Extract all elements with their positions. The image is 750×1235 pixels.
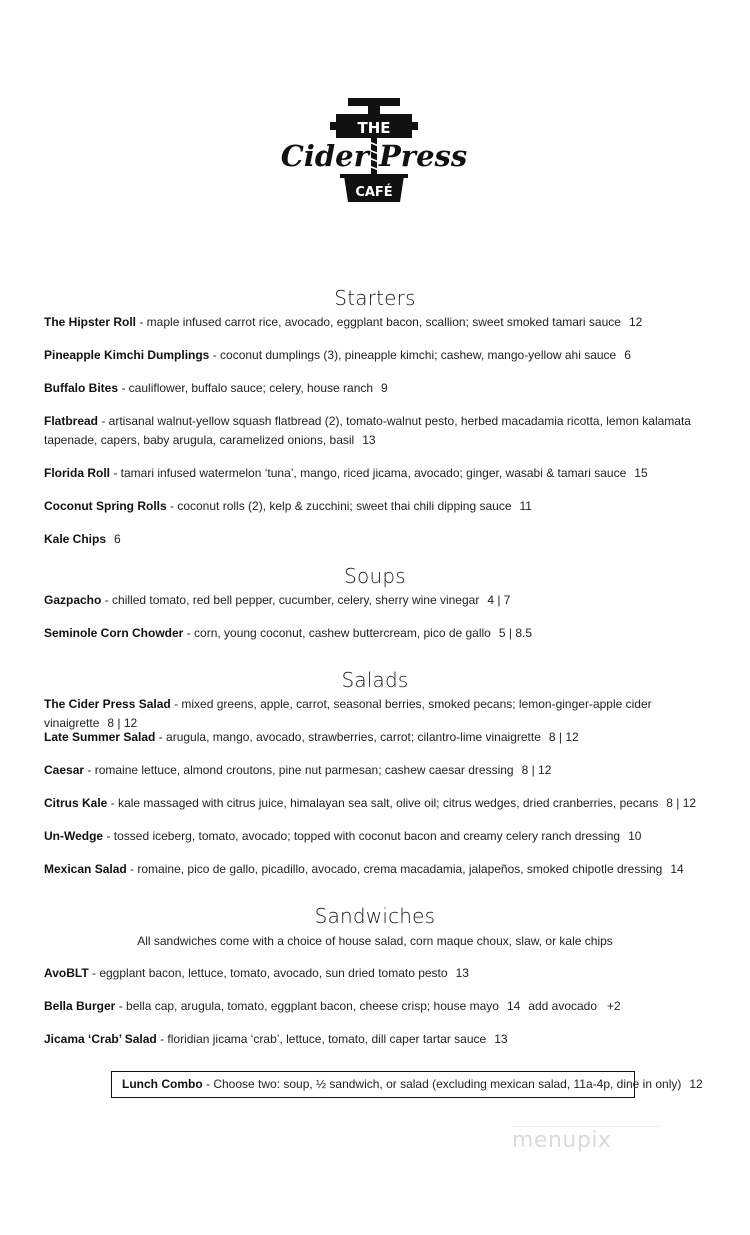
- item-price: 12: [628, 315, 643, 329]
- menu-item: [44, 997, 716, 1016]
- item-price: 14: [670, 862, 684, 876]
- item-desc: - cauliflower, buffalo sauce; celery, house ranch: [118, 381, 374, 395]
- svg-text:THE: THE: [357, 119, 391, 137]
- item-name: Pineapple Kimchi Dumplings: [44, 348, 210, 362]
- item-price: 8 | 12: [666, 796, 697, 810]
- item-name: Mexican Salad: [44, 862, 127, 876]
- item-price: 8 | 12: [521, 763, 552, 777]
- item-desc: - kale massaged with citrus juice, himalayan sea salt, olive oil; citrus wedges, dried cranberries, pecans: [107, 796, 659, 810]
- item-desc: - eggplant bacon, lettuce, tomato, avocado, sun dried tomato pesto: [88, 966, 448, 980]
- menu-item: [44, 591, 716, 610]
- item-price: 11: [519, 499, 532, 513]
- item-name: Florida Roll: [44, 466, 110, 480]
- item-name: Citrus Kale: [44, 796, 108, 810]
- cider-press-logo: [278, 96, 470, 204]
- menu-item: [44, 530, 716, 549]
- item-price: 6: [114, 532, 121, 546]
- item-name: AvoBLT: [44, 966, 89, 980]
- item-desc: - artisanal walnut-yellow squash flatbread (2), tomato-walnut pesto, herbed macadamia ricotta, lemon kalamata tapenade, capers, baby arugula, caramelized onions, basil: [44, 414, 691, 447]
- combo-desc: - Choose two: soup, ½ sandwich, or salad (excluding mexican salad, 11a-4p, dine in only): [202, 1077, 682, 1091]
- item-name: Kale Chips: [44, 532, 107, 546]
- sandwich-note: All sandwiches come with a choice of house salad, corn maque choux, slaw, or kale chips: [137, 934, 613, 948]
- item-desc: - bella cap, arugula, tomato, eggplant bacon, cheese crisp; house mayo: [115, 999, 499, 1013]
- item-price: 13: [455, 966, 469, 980]
- menu-item: [44, 964, 716, 983]
- item-desc: - corn, young coconut, cashew buttercream, pico de gallo: [183, 626, 491, 640]
- menu-item: [44, 313, 716, 332]
- item-name: The Hipster Roll: [44, 315, 137, 329]
- combo-name: Lunch Combo: [122, 1077, 203, 1091]
- item-name: Jicama ‘Crab’ Salad: [44, 1032, 157, 1046]
- menu-item: [44, 624, 716, 643]
- item-price: 8 | 12: [107, 716, 138, 730]
- svg-text:Cider Press: Cider Press: [280, 139, 468, 173]
- section-title-starters: Starters: [334, 286, 416, 310]
- section-title-salads: Salads: [341, 668, 409, 692]
- item-desc: - romaine, pico de gallo, picadillo, avocado, crema macadamia, jalapeños, smoked chipotle dressing: [126, 862, 663, 876]
- item-desc: - coconut rolls (2), kelp & zucchini; sweet thai chili dipping sauce: [166, 499, 512, 513]
- lunch-combo-box: [111, 1071, 703, 1098]
- item-price: 5 | 8.5: [498, 626, 532, 640]
- item-price: 15: [634, 466, 648, 480]
- section-title-soups: Soups: [344, 564, 406, 588]
- item-desc: - chilled tomato, red bell pepper, cucumber, celery, sherry wine vinegar: [101, 593, 480, 607]
- item-desc: - floridian jicama ‘crab’, lettuce, tomato, dill caper tartar sauce: [156, 1032, 487, 1046]
- menu-item: [44, 827, 716, 846]
- item-name: Un-Wedge: [44, 829, 104, 843]
- watermark-divider: [512, 1126, 662, 1127]
- item-name: Flatbread: [44, 414, 99, 428]
- item-name: Coconut Spring Rolls: [44, 499, 167, 513]
- item-addon: add avocado +2: [528, 999, 621, 1013]
- item-desc: - tamari infused watermelon ‘tuna’, mango, riced jicama, avocado; ginger, wasabi & tamari sauce: [110, 466, 627, 480]
- item-price: 13: [494, 1032, 508, 1046]
- item-name: Gazpacho: [44, 593, 102, 607]
- item-desc: - mixed greens, apple, carrot, seasonal berries, smoked pecans; lemon-ginger-apple cider vinaigrette: [44, 697, 652, 730]
- menu-item: [44, 379, 716, 398]
- menu-item: [44, 761, 716, 780]
- item-desc: - tossed iceberg, tomato, avocado; topped with coconut bacon and creamy celery ranch dressing: [103, 829, 621, 843]
- item-name: The Cider Press Salad: [44, 697, 171, 711]
- item-desc: - romaine lettuce, almond croutons, pine nut parmesan; cashew caesar dressing: [84, 763, 514, 777]
- item-name: Seminole Corn Chowder: [44, 626, 184, 640]
- item-desc: - arugula, mango, avocado, strawberries, carrot; cilantro-lime vinaigrette: [155, 730, 541, 744]
- item-price: 6: [624, 348, 631, 362]
- item-price: 14: [506, 999, 521, 1013]
- item-price: 13: [362, 433, 376, 447]
- item-name: Late Summer Salad: [44, 730, 156, 744]
- menu-item: [44, 794, 716, 813]
- item-desc: - maple infused carrot rice, avocado, eggplant bacon, scallion; sweet smoked tamari sauce: [136, 315, 621, 329]
- menu-item: [44, 346, 716, 365]
- menu-item: [44, 464, 716, 483]
- menu-item: [44, 728, 716, 747]
- item-desc: - coconut dumplings (3), pineapple kimchi; cashew, mango-yellow ahi sauce: [209, 348, 617, 362]
- combo-price: 12: [689, 1077, 703, 1091]
- item-name: Caesar: [44, 763, 85, 777]
- menu-item: [44, 860, 716, 879]
- menu-item: [44, 412, 716, 450]
- item-name: Bella Burger: [44, 999, 116, 1013]
- menu-item: [44, 1030, 716, 1049]
- menupix-watermark: menupix: [512, 1128, 612, 1153]
- item-price: 9: [381, 381, 388, 395]
- item-name: Buffalo Bites: [44, 381, 119, 395]
- svg-text:CAFÉ: CAFÉ: [355, 185, 393, 200]
- item-price: 8 | 12: [548, 730, 579, 744]
- section-title-sandwiches: Sandwiches: [314, 904, 436, 928]
- item-price: 10: [628, 829, 642, 843]
- menu-item: [44, 497, 716, 516]
- item-price: 4 | 7: [487, 593, 511, 607]
